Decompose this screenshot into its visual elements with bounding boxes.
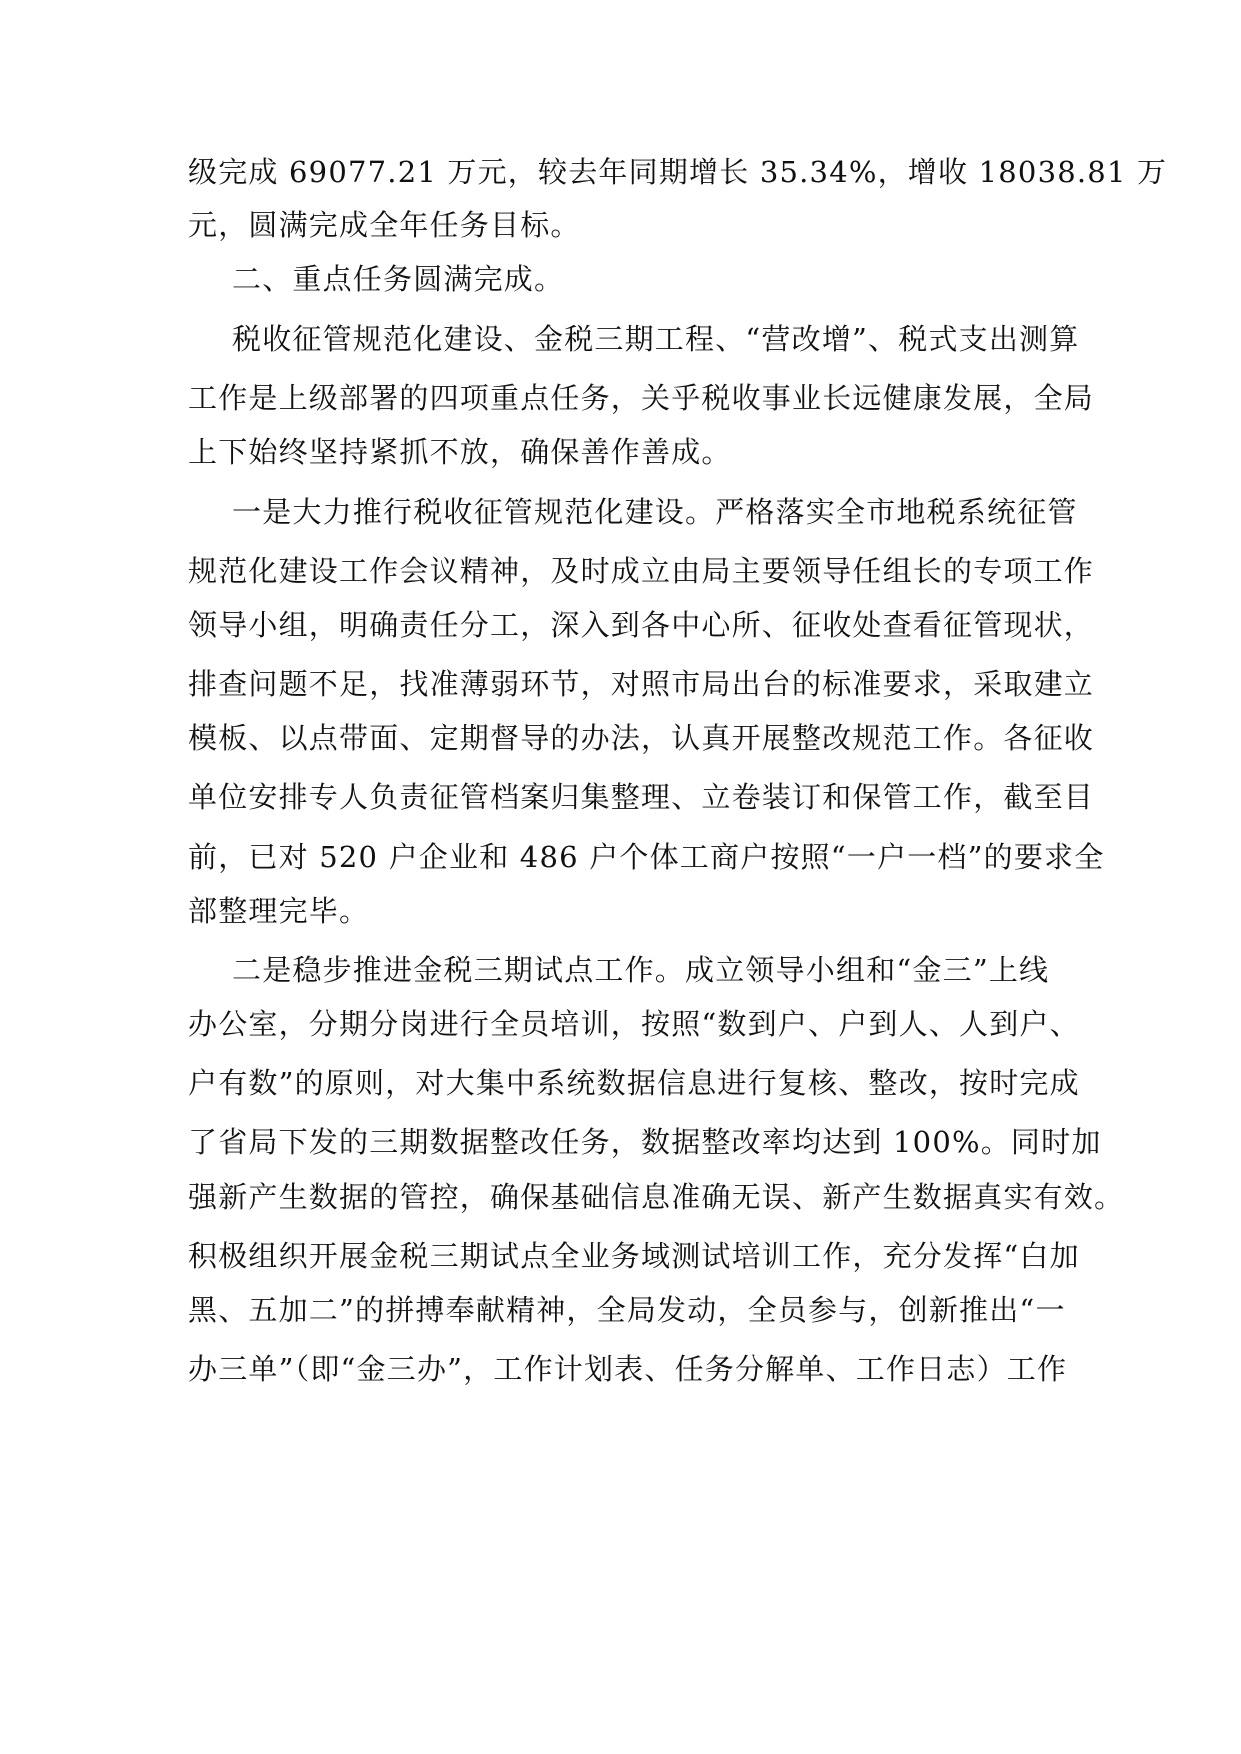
body-text-line: 积极组织开展金税三期试点全业务域测试培训工作，充分发挥“白加 bbox=[188, 1239, 1080, 1273]
body-text-line: 元，圆满完成全年任务目标。 bbox=[188, 208, 581, 242]
body-text-line: 排查问题不足，找准薄弱环节，对照市局出台的标准要求，采取建立 bbox=[188, 667, 1095, 701]
body-text-line: 前，已对 520 户企业和 486 户个体工商户按照“一户一档”的要求全 bbox=[188, 840, 1105, 874]
body-text-line: 级完成 69077.21 万元，较去年同期增长 35.34%，增收 18038.81 万 bbox=[188, 155, 1168, 189]
body-text-line: 强新产生数据的管控，确保基础信息准确无误、新产生数据真实有效。 bbox=[188, 1180, 1125, 1214]
body-text-line: 二是稳步推进金税三期试点工作。成立领导小组和“金三”上线 bbox=[232, 953, 1050, 987]
body-text-line: 部整理完毕。 bbox=[188, 894, 370, 928]
body-text-line: 了省局下发的三期数据整改任务，数据整改率均达到 100%。同时加 bbox=[188, 1125, 1102, 1159]
body-text-line: 户有数”的原则，对大集中系统数据信息进行复核、整改，按时完成 bbox=[188, 1066, 1080, 1100]
body-text-line: 模板、以点带面、定期督导的办法，认真开展整改规范工作。各征收 bbox=[188, 721, 1095, 755]
body-text-line: 规范化建设工作会议精神，及时成立由局主要领导任组长的专项工作 bbox=[188, 554, 1095, 588]
section-heading: 二、重点任务圆满完成。 bbox=[232, 262, 565, 296]
body-text-line: 办公室，分期分岗进行全员培训，按照“数到户、户到人、人到户、 bbox=[188, 1007, 1080, 1041]
body-text-line: 单位安排专人负责征管档案归集整理、立卷装订和保管工作，截至目 bbox=[188, 780, 1095, 814]
body-text-line: 税收征管规范化建设、金税三期工程、“营改增”、税式支出测算 bbox=[232, 322, 1080, 356]
body-text-line: 工作是上级部署的四项重点任务，关乎税收事业长远健康发展，全局 bbox=[188, 381, 1095, 415]
body-text-line: 领导小组，明确责任分工，深入到各中心所、征收处查看征管现状， bbox=[188, 608, 1095, 642]
body-text-line: 上下始终坚持紧抓不放，确保善作善成。 bbox=[188, 435, 732, 469]
body-text-line: 一是大力推行税收征管规范化建设。严格落实全市地税系统征管 bbox=[232, 495, 1078, 529]
body-text-line: 办三单”（即“金三办”，工作计划表、任务分解单、工作日志）工作 bbox=[188, 1352, 1068, 1386]
body-text-line: 黑、五加二”的拼搏奉献精神，全局发动，全员参与，创新推出“一 bbox=[188, 1293, 1066, 1327]
